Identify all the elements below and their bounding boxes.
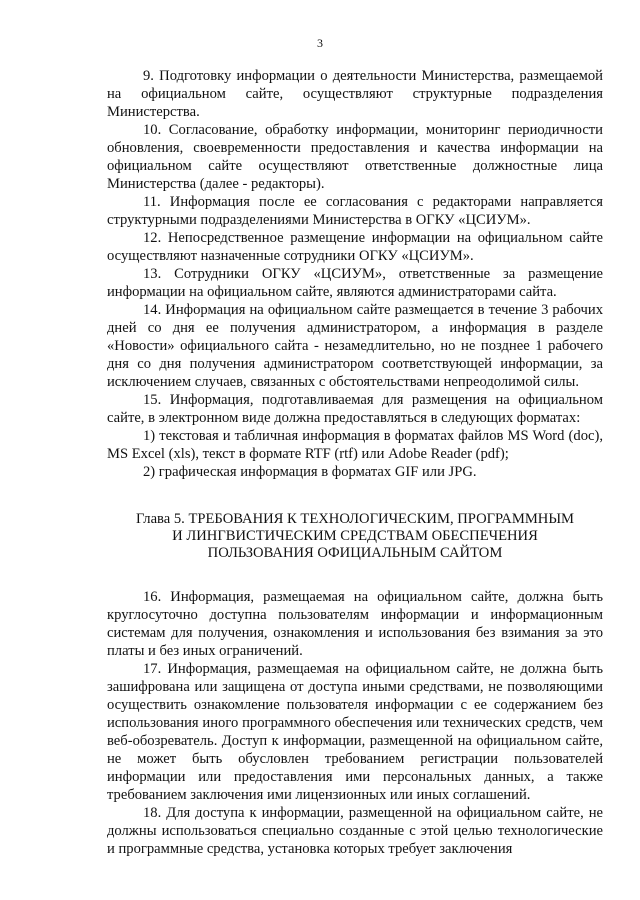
paragraph-9: 9. Подготовку информации о деятельности Министерства, размещаемой на официальном сайте, осуществляют структурные подразделения Министерства. bbox=[107, 68, 603, 120]
paragraph-17: 17. Информация, размещаемая на официальном сайте, не должна быть зашифрована или защищена от доступа иными средствами, не позволяющими осуществить ознакомление пользователя информации с ее содержанием без использования иного программного обеспечения или технических средств, чем веб-обозреватель. Доступ к информации, размещенной на официальном сайте, не может быть обусловлен требованием регистрации пользователей информации или предоставления ими персональных данных, а также требованием заключения ими лицензионных или иных соглашений. bbox=[107, 661, 603, 803]
document-body bbox=[107, 67, 603, 858]
chapter-heading bbox=[107, 511, 603, 562]
list-item-1: 1) текстовая и табличная информация в форматах файлов MS Word (doc), MS Excel (xls), текст в формате RTF (rtf) или Adobe Reader (pdf); bbox=[107, 428, 603, 462]
page-number: 3 bbox=[317, 36, 323, 50]
paragraph-11: 11. Информация после ее согласования с редакторами направляется структурными подразделениями Министерства в ОГКУ «ЦСИУМ». bbox=[107, 194, 603, 228]
paragraph-15: 15. Информация, подготавливаемая для размещения на официальном сайте, в электронном виде должна предоставляться в следующих форматах: bbox=[107, 392, 603, 426]
paragraph-12: 12. Непосредственное размещение информации на официальном сайте осуществляют назначенные сотрудники ОГКУ «ЦСИУМ». bbox=[107, 230, 603, 264]
paragraph-18: 18. Для доступа к информации, размещенной на официальном сайте, не должны использоваться специально созданные с этой целью технологические и программные средства, установка которых требует заключения bbox=[107, 805, 603, 857]
list-item-2: 2) графическая информация в форматах GIF или JPG. bbox=[143, 464, 477, 480]
chapter-heading-line-2: И ЛИНГВИСТИЧЕСКИМ СРЕДСТВАМ ОБЕСПЕЧЕНИЯ bbox=[172, 528, 538, 544]
chapter-heading-line-3: ПОЛЬЗОВАНИЯ ОФИЦИАЛЬНЫМ САЙТОМ bbox=[207, 545, 503, 561]
paragraph-16: 16. Информация, размещаемая на официальном сайте, должна быть круглосуточно доступна пользователям информации и информационным системам для получения, ознакомления и использования без взимания за это платы и без иных ограничений. bbox=[107, 589, 603, 659]
paragraph-13: 13. Сотрудники ОГКУ «ЦСИУМ», ответственные за размещение информации на официальном сайте, являются администраторами сайта. bbox=[107, 266, 603, 300]
paragraph-10: 10. Согласование, обработку информации, мониторинг периодичности обновления, своевременности предоставления и качества информации на официальном сайте осуществляют ответственные должностные лица Министерства (далее - редакторы). bbox=[107, 122, 603, 192]
paragraph-14: 14. Информация на официальном сайте размещается в течение 3 рабочих дней со дня ее получения администратором, а информация в разделе «Новости» официального сайта - незамедлительно, но не позднее 1 рабочего дня со дня получения администратором соответствующей информации, за исключением случаев, связанных с обстоятельствами непреодолимой силы. bbox=[107, 302, 603, 390]
chapter-heading-line-1: Глава 5. ТРЕБОВАНИЯ К ТЕХНОЛОГИЧЕСКИМ, ПРОГРАММНЫМ bbox=[135, 511, 575, 527]
